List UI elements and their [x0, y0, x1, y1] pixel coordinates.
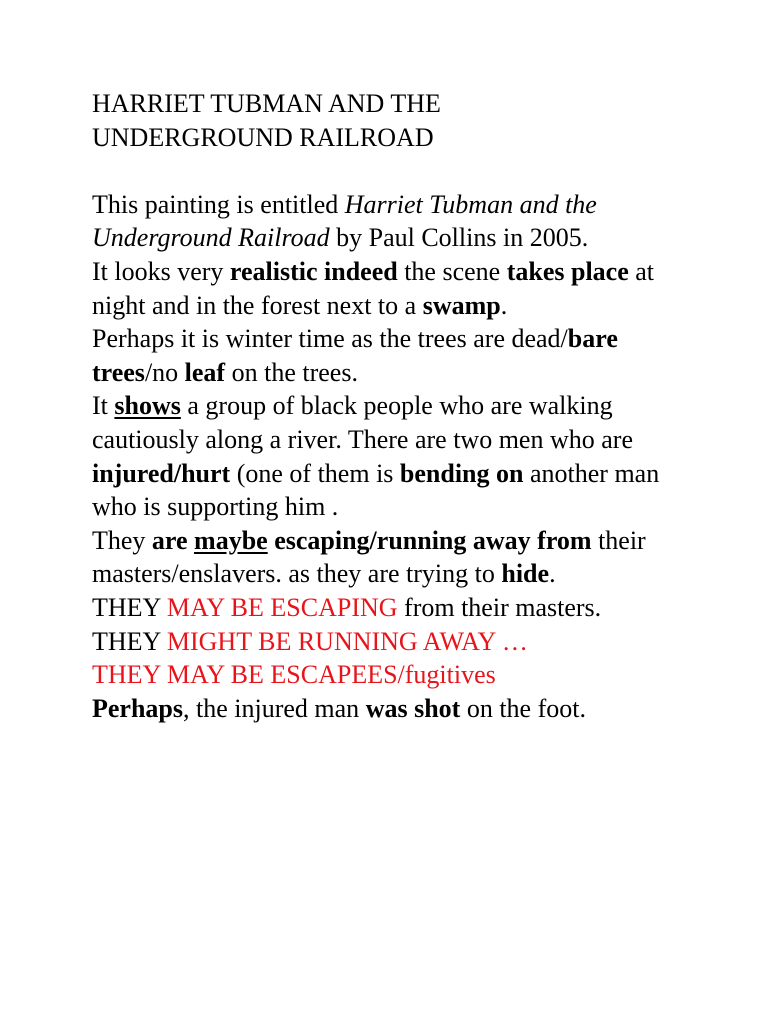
text-run: their masters/enslavers. as they are trying to — [92, 525, 646, 589]
text-run: THEY — [92, 592, 167, 622]
text-run: This painting is entitled — [92, 189, 345, 219]
red-phrase: MAY BE ESCAPING — [166, 592, 398, 622]
text-run: It — [92, 391, 115, 421]
text-run: at night and in the forest next to a — [92, 256, 655, 320]
red-phrase: THEY MAY BE ESCAPEES/fugitives — [92, 660, 496, 690]
paragraph-might-be-running — [92, 625, 692, 659]
bold-phrase: swamp — [422, 290, 501, 320]
text-run: the scene — [397, 256, 507, 286]
bold-phrase: realistic indeed — [229, 256, 398, 286]
text-run: /no — [144, 357, 185, 387]
paragraph-season — [92, 322, 692, 389]
bold-phrase: escaping/running away from — [267, 525, 592, 555]
title-line-2: UNDERGROUND RAILROAD — [92, 122, 434, 152]
text-run: on the foot. — [460, 693, 586, 723]
document-page — [92, 87, 692, 725]
text-run: on the trees. — [225, 357, 358, 387]
bold-phrase: takes place — [506, 256, 629, 286]
paragraph-scene — [92, 255, 692, 322]
bold-phrase — [114, 391, 180, 420]
paragraph-escape — [92, 524, 692, 591]
text-run: THEY — [92, 626, 167, 656]
paragraph-escapees — [92, 658, 692, 692]
painting-title: Harriet Tubman and the Underground Railroad — [92, 189, 597, 253]
text-run: They — [92, 525, 152, 555]
underlined-phrase: maybe — [194, 525, 268, 555]
bold-phrase — [194, 526, 268, 555]
paragraph-injury — [92, 692, 692, 726]
text-run: . — [549, 559, 556, 589]
text-run: a group of black people who are walking cautiously along a river. There are two men who are — [92, 391, 633, 454]
text-run: , the injured man — [183, 693, 366, 723]
bold-phrase: bending on — [399, 458, 524, 488]
paragraph-may-be-escaping — [92, 591, 692, 625]
text-run: (one of them is — [230, 458, 400, 488]
text-run: from their masters. — [397, 592, 602, 622]
bold-phrase: was shot — [365, 693, 461, 723]
text-run: It looks very — [92, 256, 230, 286]
paragraph-description — [92, 389, 692, 523]
text-run: by Paul Collins in 2005. — [329, 223, 589, 253]
bold-phrase: Perhaps — [92, 693, 183, 723]
title-line-1: HARRIET TUBMAN AND THE — [92, 89, 441, 118]
document-title — [92, 87, 692, 154]
paragraph-painting-info — [92, 188, 692, 255]
bold-phrase: are — [151, 525, 195, 555]
text-run: another man who is supporting him . — [92, 458, 660, 522]
bold-phrase: leaf — [184, 357, 226, 387]
red-phrase: MIGHT BE RUNNING AWAY … — [166, 626, 528, 656]
text-run: Perhaps it is winter time as the trees are dead/ — [92, 324, 568, 354]
text-run: . — [500, 290, 508, 320]
bold-phrase: bare trees — [92, 324, 618, 387]
bold-phrase: injured/hurt — [92, 458, 231, 488]
underlined-phrase: shows — [114, 391, 181, 421]
bold-phrase: hide — [501, 559, 550, 589]
